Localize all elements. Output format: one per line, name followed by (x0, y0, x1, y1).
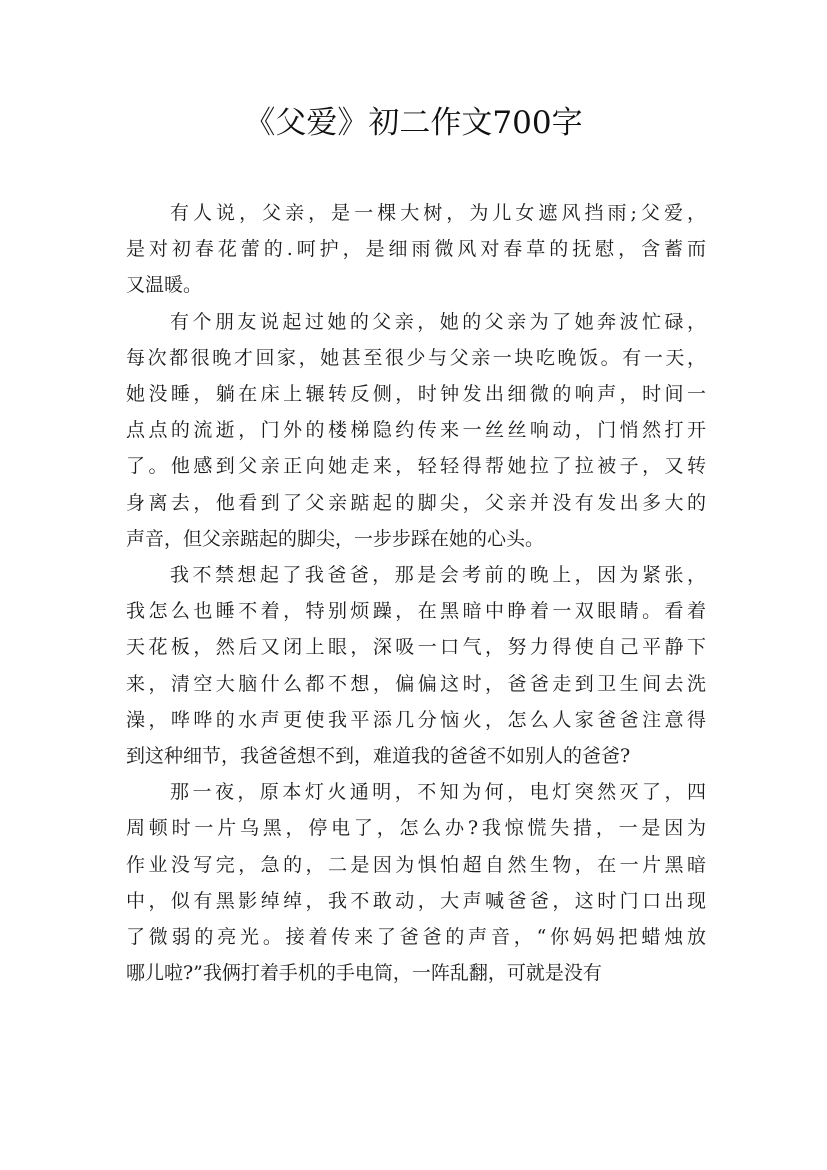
paragraph-line: 天花板，然后又闭上眼，深吸一口气，努力得使自己平静下 (126, 636, 706, 659)
paragraph-line: 作业没写完，急的，二是因为惧怕超自然生物，在一片黑暗 (126, 853, 706, 876)
paragraph (126, 195, 706, 304)
paragraph (126, 774, 706, 991)
paragraph-line: 周顿时一片乌黑，停电了，怎么办?我惊慌失措，一是因为 (126, 817, 706, 840)
paragraph-line: 我怎么也睡不着，特别烦躁，在黑暗中睁着一双眼睛。看着 (126, 600, 706, 623)
paragraph-line: 到这种细节，我爸爸想不到，难道我的爸爸不如别人的爸爸? (126, 745, 631, 768)
paragraph-line: 那一夜，原本灯火通明，不知为何，电灯突然灭了，四 (170, 781, 706, 804)
paragraph-line: 中，似有黑影绰绰，我不敢动，大声喊爸爸，这时门口出现 (126, 889, 706, 912)
paragraph-line: 我不禁想起了我爸爸，那是会考前的晚上，因为紧张， (170, 564, 706, 587)
paragraph-line: 她没睡，躺在床上辗转反侧，时钟发出细微的响声，时间一 (126, 383, 706, 406)
document-body (126, 195, 706, 991)
paragraph (126, 557, 706, 774)
paragraph-line: 哪儿啦?”我俩打着手机的手电筒，一阵乱翻，可就是没有 (126, 962, 602, 985)
paragraph-line: 又温暖。 (126, 274, 203, 297)
paragraph-line: 有人说，父亲，是一棵大树，为儿女遮风挡雨;父爱， (170, 202, 706, 224)
paragraph-line: 声音，但父亲踮起的脚尖，一步步踩在她的心头。 (126, 527, 545, 550)
paragraph-line: 来，清空大脑什么都不想，偏偏这时，爸爸走到卫生间去洗 (126, 672, 706, 695)
paragraph (126, 304, 706, 557)
paragraph-line: 澡，哗哗的水声更使我平添几分恼火，怎么人家爸爸注意得 (126, 708, 706, 731)
paragraph-line: 每次都很晚才回家，她甚至很少与父亲一块吃晚饭。有一天， (126, 346, 706, 369)
paragraph-line: 了微弱的亮光。接着传来了爸爸的声音，“你妈妈把蜡烛放 (126, 926, 706, 949)
paragraph-line: 是对初春花蕾的.呵护，是细雨微风对春草的抚慰，含蓄而 (126, 238, 706, 261)
paragraph-line: 了。他感到父亲正向她走来，轻轻得帮她拉了拉被子，又转 (126, 455, 706, 478)
paragraph-line: 身离去，他看到了父亲踮起的脚尖，父亲并没有发出多大的 (126, 491, 706, 514)
paragraph-line: 点点的流逝，门外的楼梯隐约传来一丝丝响动，门悄然打开 (126, 419, 706, 442)
document-title: 《父爱》初二作文700字 (244, 105, 583, 141)
paragraph-line: 有个朋友说起过她的父亲，她的父亲为了她奔波忙碌， (170, 310, 706, 333)
